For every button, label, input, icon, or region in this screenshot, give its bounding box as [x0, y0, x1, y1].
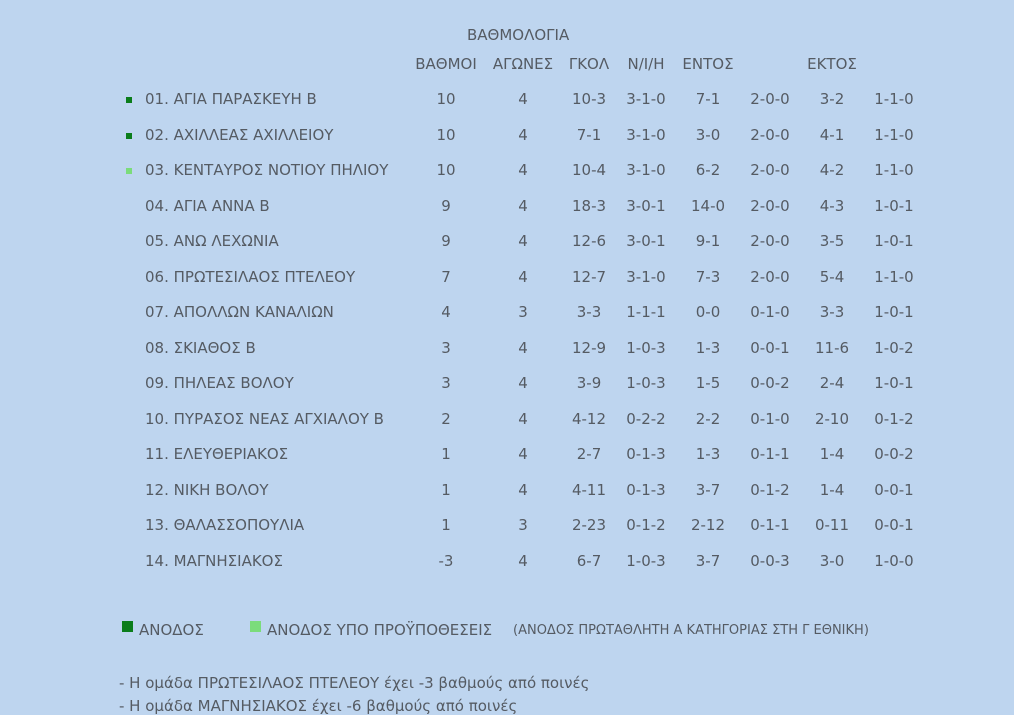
cell-points: 1: [441, 480, 451, 499]
cell-games: 4: [518, 445, 528, 463]
cell-wdl: 3-1-0: [626, 161, 666, 179]
cell-away-wdl: 1-0-1: [874, 196, 914, 215]
cell-home-goals: 1-5: [695, 374, 721, 392]
cell-away-goals: 4-3: [819, 196, 845, 215]
cell-home-wdl: 2-0-0: [750, 196, 790, 215]
table-row: [0, 552, 1014, 582]
cell-wdl: 3-1-0: [626, 90, 666, 108]
cell-goals: 12-6: [571, 232, 607, 250]
cell-away-wdl: 1-0-1: [874, 232, 914, 250]
cell-home-wdl: 0-1-0: [750, 409, 790, 428]
cell-away-wdl: 1-0-1: [874, 374, 914, 392]
legend-promotion-label: ΑΝΟΔΟΣ: [139, 621, 204, 639]
cell-away-goals: 1-4: [819, 480, 845, 499]
cell-away-goals: 0-11: [814, 516, 850, 534]
cell-home-goals: 2-12: [690, 516, 726, 534]
table-row: [0, 445, 1014, 475]
table-row: [0, 516, 1014, 546]
cell-wdl: 1-1-1: [626, 303, 666, 321]
cell-points: 2: [441, 409, 451, 428]
standings-title: ΒΑΘΜΟΛΟΓΙΑ: [467, 26, 570, 44]
cell-games: 4: [518, 267, 528, 286]
cell-goals: 2-7: [576, 445, 602, 463]
cell-away-wdl: 1-0-1: [874, 303, 914, 321]
cell-wdl: 0-1-3: [626, 480, 666, 499]
cell-games: 3: [518, 516, 528, 534]
cell-games: 4: [518, 196, 528, 215]
cell-wdl: 0-1-3: [626, 445, 666, 463]
header-goals: ΓΚΟΛ: [568, 55, 610, 73]
team-name: 08. ΣΚΙΑΘΟΣ Β: [145, 338, 256, 357]
cell-away-wdl: 1-1-0: [874, 267, 914, 286]
cell-games: 4: [518, 161, 528, 179]
team-name: 07. ΑΠΟΛΛΩΝ ΚΑΝΑΛΙΩΝ: [145, 303, 334, 321]
cell-goals: 2-23: [571, 516, 607, 534]
cell-goals: 12-7: [571, 267, 607, 286]
cell-points: 4: [441, 303, 451, 321]
status-marker: [126, 168, 132, 174]
cell-away-wdl: 1-0-0: [874, 551, 914, 570]
cell-points: 9: [441, 232, 451, 250]
cell-points: -3: [438, 551, 454, 570]
team-name: 04. ΑΓΙΑ ΑΝΝΑ Β: [145, 196, 270, 215]
cell-games: 4: [518, 232, 528, 250]
cell-away-goals: 3-0: [819, 551, 845, 570]
penalty-note: - Η ομάδα ΜΑΓΝΗΣΙΑΚΟΣ έχει -6 βαθμούς από ποινές: [119, 697, 518, 715]
cell-games: 4: [518, 480, 528, 499]
cell-home-wdl: 0-1-1: [750, 445, 790, 463]
cell-points: 10: [436, 125, 456, 144]
cell-away-goals: 1-4: [819, 445, 845, 463]
cell-away-wdl: 0-1-2: [874, 409, 914, 428]
team-name: 05. ΑΝΩ ΛΕΧΩΝΙΑ: [145, 232, 279, 250]
cell-away-goals: 3-2: [819, 90, 845, 108]
cell-goals: 4-11: [571, 480, 607, 499]
cell-points: 1: [441, 445, 451, 463]
cell-wdl: 3-0-1: [626, 196, 666, 215]
cell-home-goals: 7-3: [695, 267, 721, 286]
team-name: 03. ΚΕΝΤΑΥΡΟΣ ΝΟΤΙΟΥ ΠΗΛΙΟΥ: [145, 161, 389, 179]
cell-goals: 7-1: [576, 125, 602, 144]
cell-away-goals: 4-2: [819, 161, 845, 179]
cell-goals: 6-7: [576, 551, 602, 570]
header-away: ΕΚΤΟΣ: [807, 55, 857, 73]
cell-home-goals: 3-0: [695, 125, 721, 144]
status-marker: [126, 97, 132, 103]
cell-wdl: 0-2-2: [626, 409, 666, 428]
cell-home-wdl: 0-1-1: [750, 516, 790, 534]
header-points: ΒΑΘΜΟΙ: [415, 55, 477, 73]
cell-wdl: 3-1-0: [626, 267, 666, 286]
table-row: [0, 303, 1014, 333]
team-name: 01. ΑΓΙΑ ΠΑΡΑΣΚΕΥΗ Β: [145, 90, 317, 108]
cell-home-wdl: 2-0-0: [750, 90, 790, 108]
table-row: [0, 268, 1014, 298]
cell-games: 4: [518, 374, 528, 392]
cell-goals: 3-3: [576, 303, 602, 321]
penalty-note: - Η ομάδα ΠΡΩΤΕΣΙΛΑΟΣ ΠΤΕΛΕΟΥ έχει -3 βαθμούς από ποινές: [119, 674, 590, 692]
cell-home-wdl: 0-0-1: [750, 338, 790, 357]
cell-away-wdl: 1-1-0: [874, 90, 914, 108]
legend-conditional-note: (ΑΝΟΔΟΣ ΠΡΩΤΑΘΛΗΤΗ Α ΚΑΤΗΓΟΡΙΑΣ ΣΤΗ Γ ΕΘΝΙΚΗ): [513, 623, 869, 638]
team-name: 10. ΠΥΡΑΣΟΣ ΝΕΑΣ ΑΓΧΙΑΛΟΥ Β: [145, 409, 384, 428]
cell-games: 3: [518, 303, 528, 321]
table-row: [0, 339, 1014, 369]
legend-promotion-square: [122, 621, 133, 632]
cell-home-wdl: 0-0-3: [750, 551, 790, 570]
table-row: [0, 410, 1014, 440]
cell-points: 9: [441, 196, 451, 215]
cell-points: 10: [436, 161, 456, 179]
cell-games: 4: [518, 551, 528, 570]
cell-away-goals: 2-4: [819, 374, 845, 392]
cell-away-wdl: 0-0-1: [874, 516, 914, 534]
cell-goals: 12-9: [571, 338, 607, 357]
legend-conditional-square: [250, 621, 261, 632]
cell-wdl: 0-1-2: [626, 516, 666, 534]
cell-wdl: 3-1-0: [626, 125, 666, 144]
cell-away-wdl: 1-1-0: [874, 125, 914, 144]
table-row: [0, 161, 1014, 191]
header-games: ΑΓΩΝΕΣ: [492, 55, 554, 73]
cell-goals: 3-9: [576, 374, 602, 392]
cell-home-goals: 9-1: [695, 232, 721, 250]
team-name: 12. ΝΙΚΗ ΒΟΛΟΥ: [145, 480, 269, 499]
team-name: 06. ΠΡΩΤΕΣΙΛΑΟΣ ΠΤΕΛΕΟΥ: [145, 267, 356, 286]
cell-home-wdl: 0-0-2: [750, 374, 790, 392]
cell-away-goals: 3-3: [819, 303, 845, 321]
cell-away-wdl: 1-1-0: [874, 161, 914, 179]
header-home: ΕΝΤΟΣ: [682, 55, 734, 73]
cell-points: 7: [441, 267, 451, 286]
cell-home-goals: 6-2: [695, 161, 721, 179]
cell-away-wdl: 0-0-1: [874, 480, 914, 499]
cell-points: 3: [441, 338, 451, 357]
cell-home-goals: 1-3: [695, 338, 721, 357]
cell-away-goals: 2-10: [814, 409, 850, 428]
cell-games: 4: [518, 125, 528, 144]
table-row: [0, 232, 1014, 262]
cell-away-wdl: 1-0-2: [874, 338, 914, 357]
header-wdl: Ν/Ι/Η: [627, 55, 665, 73]
table-row: [0, 197, 1014, 227]
status-marker: [126, 133, 132, 139]
cell-home-goals: 0-0: [695, 303, 721, 321]
cell-home-goals: 14-0: [690, 196, 726, 215]
cell-home-goals: 3-7: [695, 480, 721, 499]
team-name: 09. ΠΗΛΕΑΣ ΒΟΛΟΥ: [145, 374, 294, 392]
cell-home-goals: 2-2: [695, 409, 721, 428]
cell-wdl: 1-0-3: [626, 551, 666, 570]
team-name: 14. ΜΑΓΝΗΣΙΑΚΟΣ: [145, 551, 283, 570]
cell-away-goals: 11-6: [814, 338, 850, 357]
cell-points: 10: [436, 90, 456, 108]
cell-home-wdl: 0-1-2: [750, 480, 790, 499]
cell-home-wdl: 2-0-0: [750, 232, 790, 250]
cell-away-wdl: 0-0-2: [874, 445, 914, 463]
table-row: [0, 481, 1014, 511]
cell-points: 3: [441, 374, 451, 392]
cell-games: 4: [518, 338, 528, 357]
cell-home-wdl: 2-0-0: [750, 125, 790, 144]
cell-away-goals: 5-4: [819, 267, 845, 286]
cell-games: 4: [518, 409, 528, 428]
cell-home-wdl: 2-0-0: [750, 267, 790, 286]
table-row: [0, 374, 1014, 404]
cell-goals: 18-3: [571, 196, 607, 215]
cell-goals: 10-3: [571, 90, 607, 108]
table-row: [0, 90, 1014, 120]
cell-away-goals: 3-5: [819, 232, 845, 250]
cell-points: 1: [441, 516, 451, 534]
cell-wdl: 1-0-3: [626, 374, 666, 392]
cell-games: 4: [518, 90, 528, 108]
cell-home-wdl: 0-1-0: [750, 303, 790, 321]
team-name: 11. ΕΛΕΥΘΕΡΙΑΚΟΣ: [145, 445, 289, 463]
legend-conditional-label: ΑΝΟΔΟΣ ΥΠΟ ΠΡΟΫΠΟΘΕΣΕΙΣ: [267, 621, 493, 639]
cell-home-goals: 1-3: [695, 445, 721, 463]
cell-home-wdl: 2-0-0: [750, 161, 790, 179]
team-name: 02. ΑΧΙΛΛΕΑΣ ΑΧΙΛΛΕΙΟΥ: [145, 125, 334, 144]
team-name: 13. ΘΑΛΑΣΣΟΠΟΥΛΙΑ: [145, 516, 305, 534]
cell-wdl: 3-0-1: [626, 232, 666, 250]
cell-home-goals: 7-1: [695, 90, 721, 108]
cell-wdl: 1-0-3: [626, 338, 666, 357]
table-row: [0, 126, 1014, 156]
cell-away-goals: 4-1: [819, 125, 845, 144]
cell-goals: 4-12: [571, 409, 607, 428]
cell-goals: 10-4: [571, 161, 607, 179]
cell-home-goals: 3-7: [695, 551, 721, 570]
